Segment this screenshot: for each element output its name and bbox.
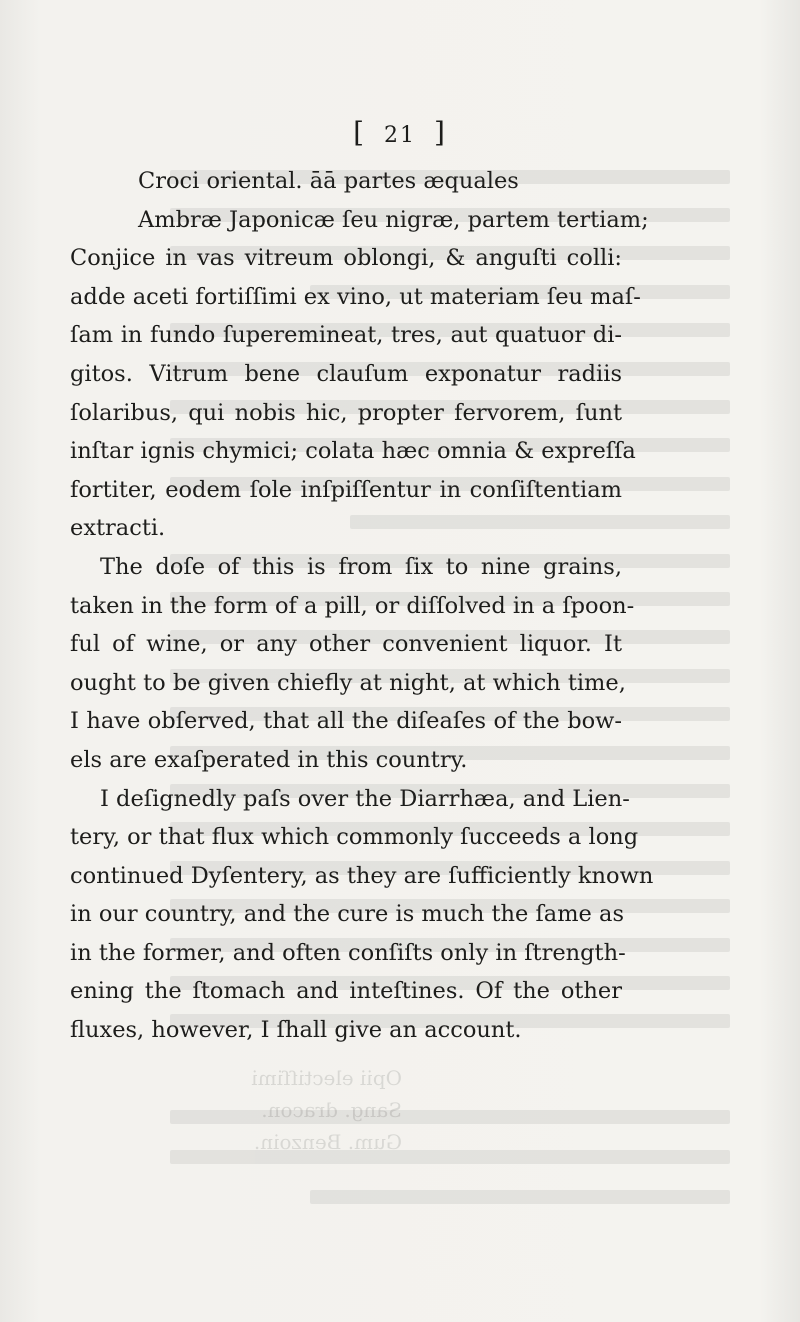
bleed-through-line: Sang. dracon. (261, 1098, 402, 1122)
text-line: ful of wine, or any other convenient liquor. It (70, 631, 622, 658)
bleed-through-line: Gum. Benzoin. (253, 1130, 402, 1154)
text-line: I deſignedly paſs over the Diarrhæa, and Lien- (100, 785, 630, 812)
text-line: continued Dyſentery, as they are ſufficiently known (70, 862, 654, 889)
text-line: ſam in fundo ſuperemineat, tres, aut quatuor di- (70, 322, 622, 349)
text-line: fluxes, however, I ſhall give an account. (70, 1017, 522, 1044)
body-text (70, 162, 654, 1050)
text-line: taken in the form of a pill, or diſſolved in a ſpoon- (70, 592, 635, 619)
text-line: ſolaribus, qui nobis hic, propter fervorem, ſunt (70, 399, 622, 426)
text-line: gitos. Vitrum bene clauſum exponatur radiis (70, 360, 622, 387)
text-line: in our country, and the cure is much the ſame as (70, 901, 624, 928)
page-header (0, 116, 800, 149)
text-line: Ambræ Japonicæ ſeu nigræ, partem tertiam; (138, 206, 649, 233)
open-bracket: [ (353, 116, 366, 149)
text-line: The doſe of this is from ſix to nine grains, (100, 553, 622, 580)
text-line: fortiter, eodem ſole inſpiſſentur in conſiſtentiam (70, 476, 622, 503)
text-line: inſtar ignis chymici; colata hæc omnia & expreſſa (70, 438, 636, 465)
bleed-through-recipe (70, 1062, 622, 1158)
text-line: tery, or that flux which commonly ſucceeds a long (70, 824, 639, 851)
page-number: 21 (384, 123, 416, 148)
bleed-through-line: Opii electiſſimi (251, 1066, 402, 1090)
text-line: in the former, and often conſiſts only in ſtrength- (70, 939, 626, 966)
text-line: Croci oriental. āā partes æquales (138, 168, 519, 194)
text-line: Conjice in vas vitreum oblongi, & anguſti colli: (70, 245, 622, 272)
text-line: els are exaſperated in this country. (70, 746, 468, 773)
close-bracket: ] (434, 116, 447, 149)
text-line: ought to be given chiefly at night, at which time, (70, 669, 626, 696)
text-line: extracti. (70, 515, 166, 542)
text-line: ening the ſtomach and inteſtines. Of the other (70, 978, 622, 1005)
text-line: adde aceti fortiſſimi ex vino, ut materiam ſeu maſ- (70, 283, 641, 310)
text-line: I have obſerved, that all the diſeaſes of the bow- (70, 708, 622, 735)
